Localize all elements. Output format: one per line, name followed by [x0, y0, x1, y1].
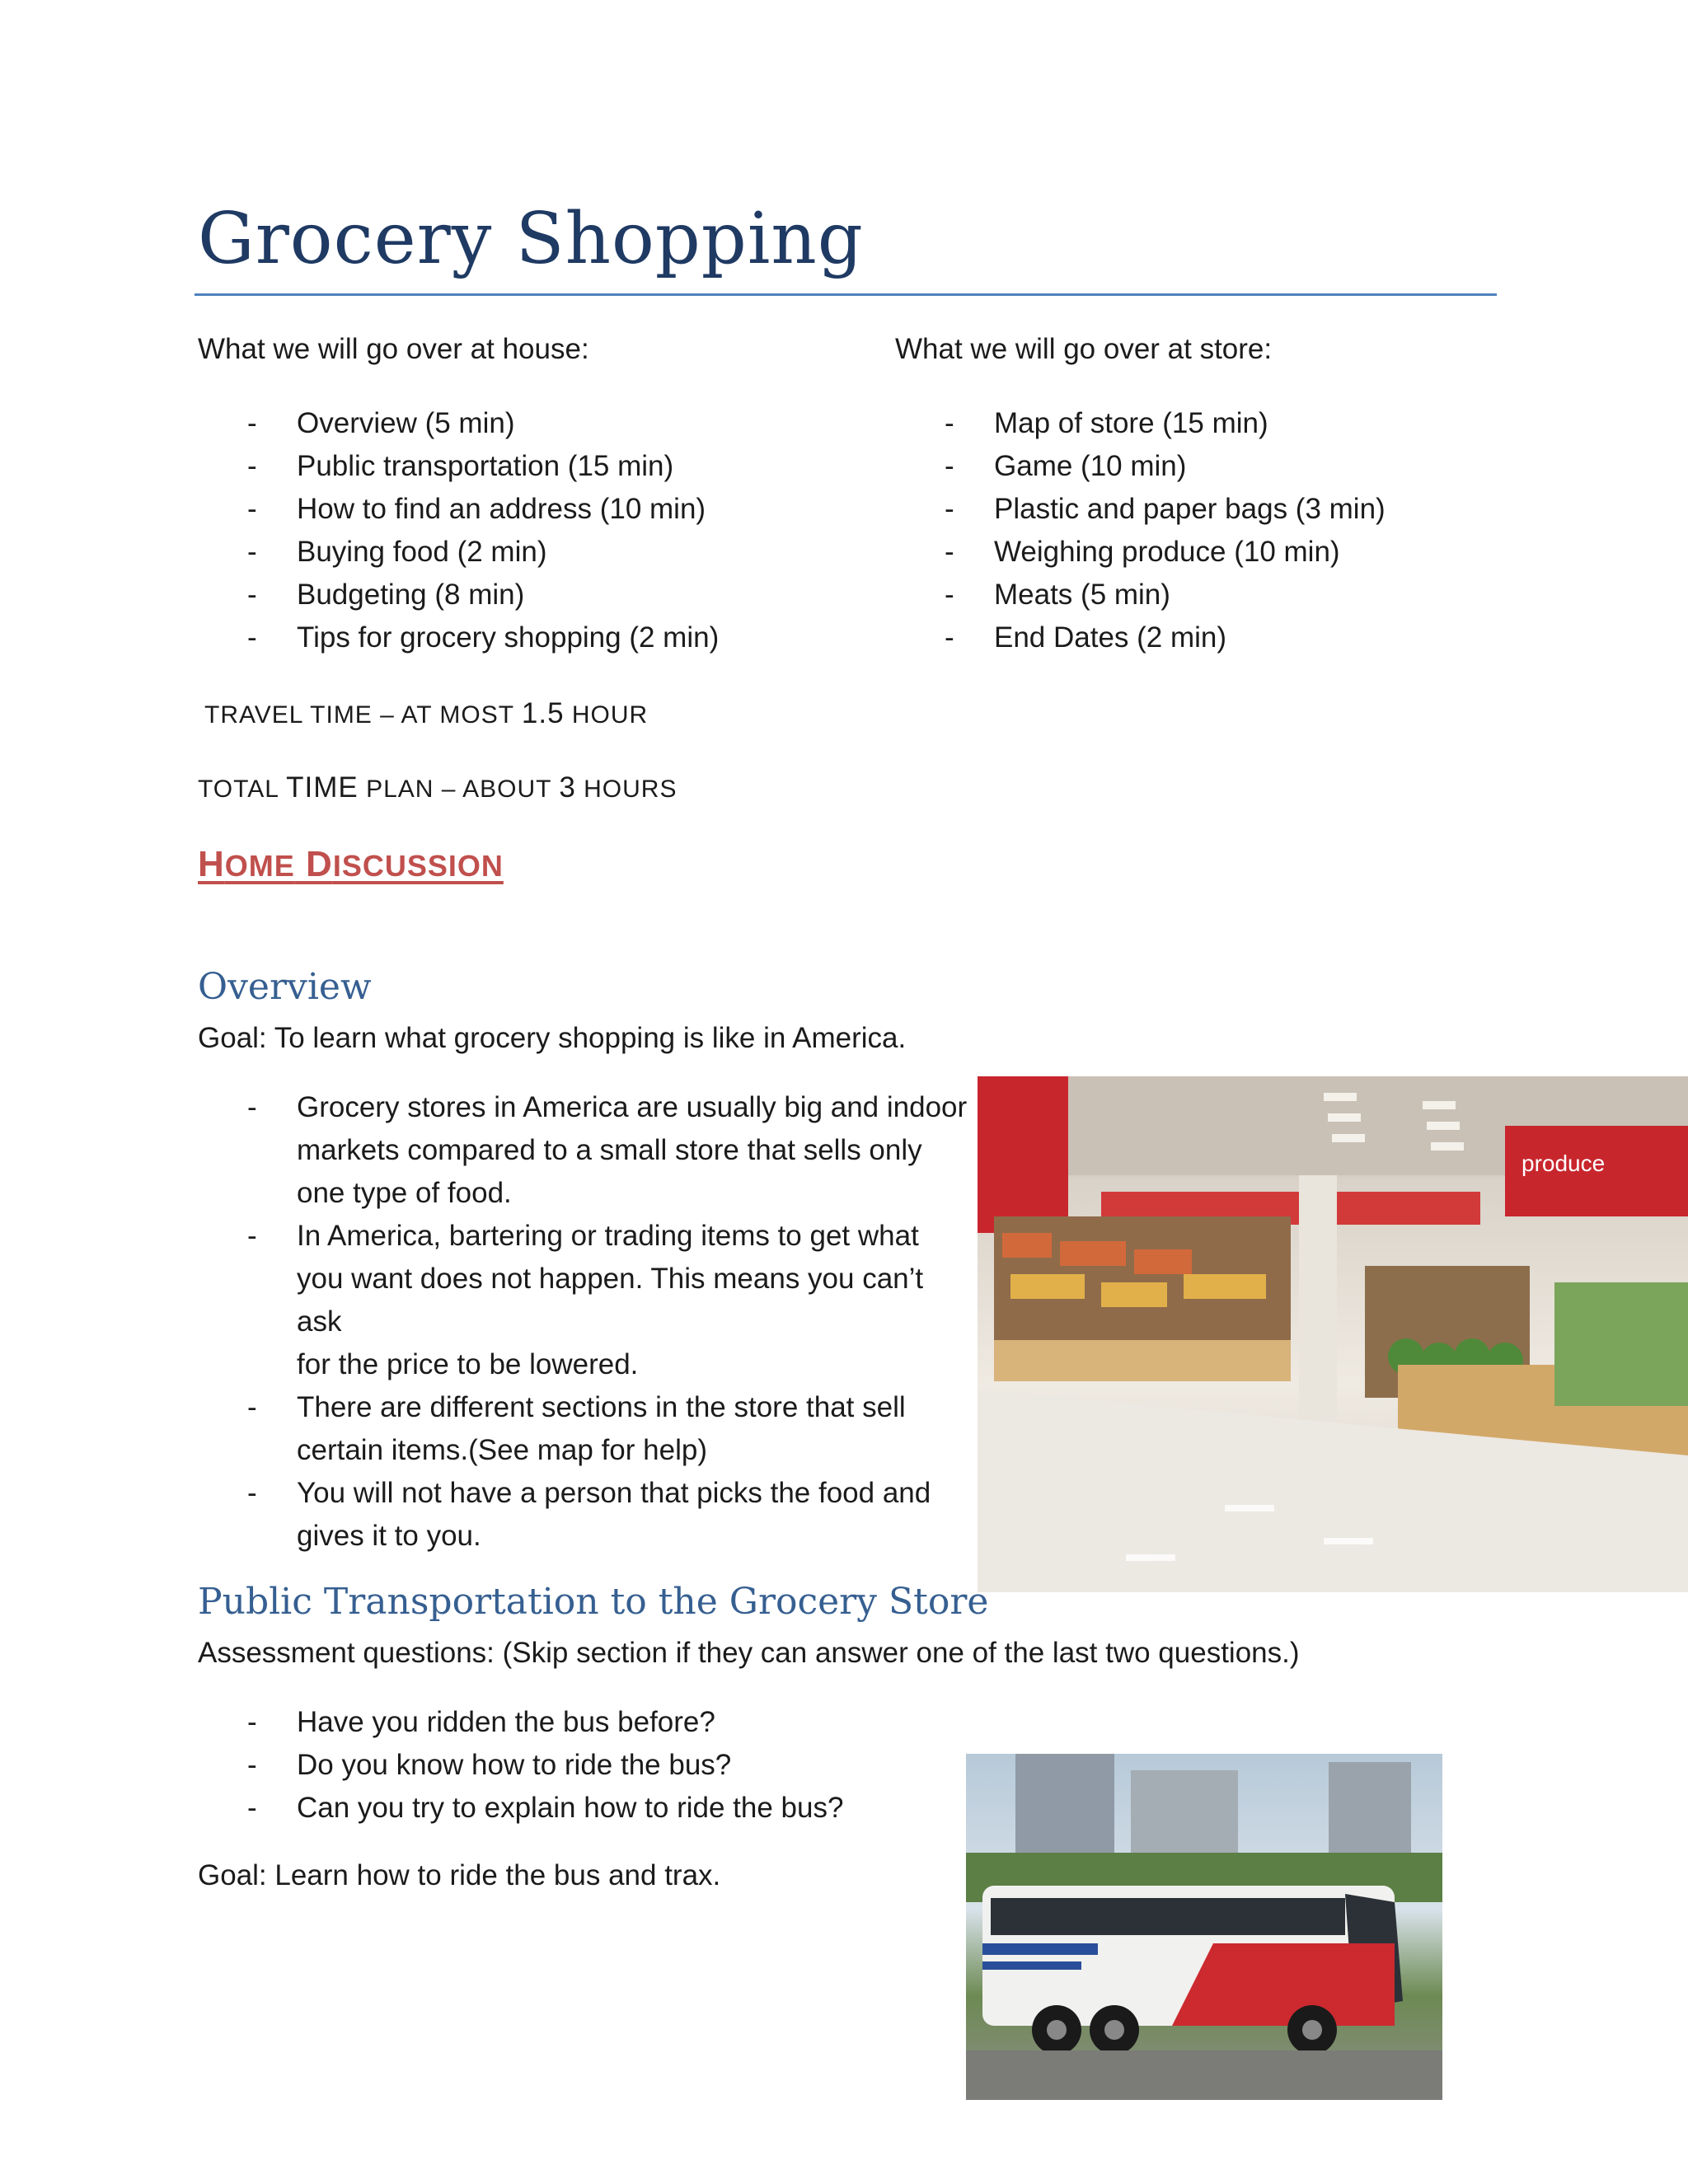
overview-points: [198, 1086, 973, 1558]
list-item: - In America, bartering or trading items to get what you want does not happen. This means you can’t ask for the price to be lowered.: [247, 1220, 924, 1380]
list-item: - Tips for grocery shopping (2 min): [247, 621, 720, 654]
list-item: - Budgeting (8 min): [247, 579, 525, 611]
produce-sign: produce: [1522, 1151, 1606, 1176]
list-item: - How to find an address (10 min): [247, 493, 706, 525]
list-item: - Public transportation (15 min): [247, 450, 674, 482]
list-item: - There are different sections in the store that sell certain items.(See map for help): [247, 1391, 906, 1466]
list-item: - Buying food (2 min): [247, 536, 547, 568]
list-item: - End Dates (2 min): [945, 621, 1227, 654]
list-item: - Meats (5 min): [945, 579, 1170, 611]
list-item: - Plastic and paper bags (3 min): [945, 493, 1386, 525]
store-heading: What we will go over at store:: [895, 333, 1273, 365]
overview-heading: Overview: [198, 966, 372, 1008]
assessment-questions-list: [198, 1701, 940, 1830]
title-divider: [195, 293, 1497, 296]
list-item: - Map of store (15 min): [945, 407, 1268, 439]
grocery-store-scene: [978, 1076, 1688, 1592]
assessment-questions-label: Assessment questions: (Skip section if they can answer one of the last two questions.): [198, 1637, 1300, 1669]
grocery-store-photo: [978, 1076, 1688, 1592]
list-item: - Do you know how to ride the bus?: [247, 1749, 732, 1781]
total-time: TOTAL TIME PLAN – ABOUT 3 HOURS: [198, 771, 678, 804]
list-item: - Overview (5 min): [247, 407, 515, 439]
bus-photo: [966, 1754, 1442, 2100]
bus-scene: [966, 1754, 1442, 2100]
list-item: - You will not have a person that picks the food and gives it to you.: [247, 1477, 931, 1552]
page-title: Grocery Shopping: [198, 198, 864, 280]
list-item: - Have you ridden the bus before?: [247, 1706, 715, 1738]
list-item: - Game (10 min): [945, 450, 1187, 482]
travel-time: TRAVEL TIME – AT MOST 1.5 HOUR: [204, 697, 649, 729]
list-item: - Weighing produce (10 min): [945, 536, 1340, 568]
house-heading: What we will go over at house:: [198, 333, 589, 365]
home-discussion-heading: HOME DISCUSSION: [198, 844, 504, 884]
transport-heading: Public Transportation to the Grocery Store: [198, 1581, 989, 1623]
transport-goal: Goal: Learn how to ride the bus and trax.: [198, 1859, 721, 1891]
store-list: [895, 402, 1571, 659]
house-list: [198, 402, 874, 659]
list-item: - Grocery stores in America are usually big and indoor markets compared to a small store that sells only one type of food.: [247, 1091, 968, 1209]
overview-goal: Goal: To learn what grocery shopping is like in America.: [198, 1022, 907, 1054]
list-item: - Can you try to explain how to ride the bus?: [247, 1792, 844, 1824]
